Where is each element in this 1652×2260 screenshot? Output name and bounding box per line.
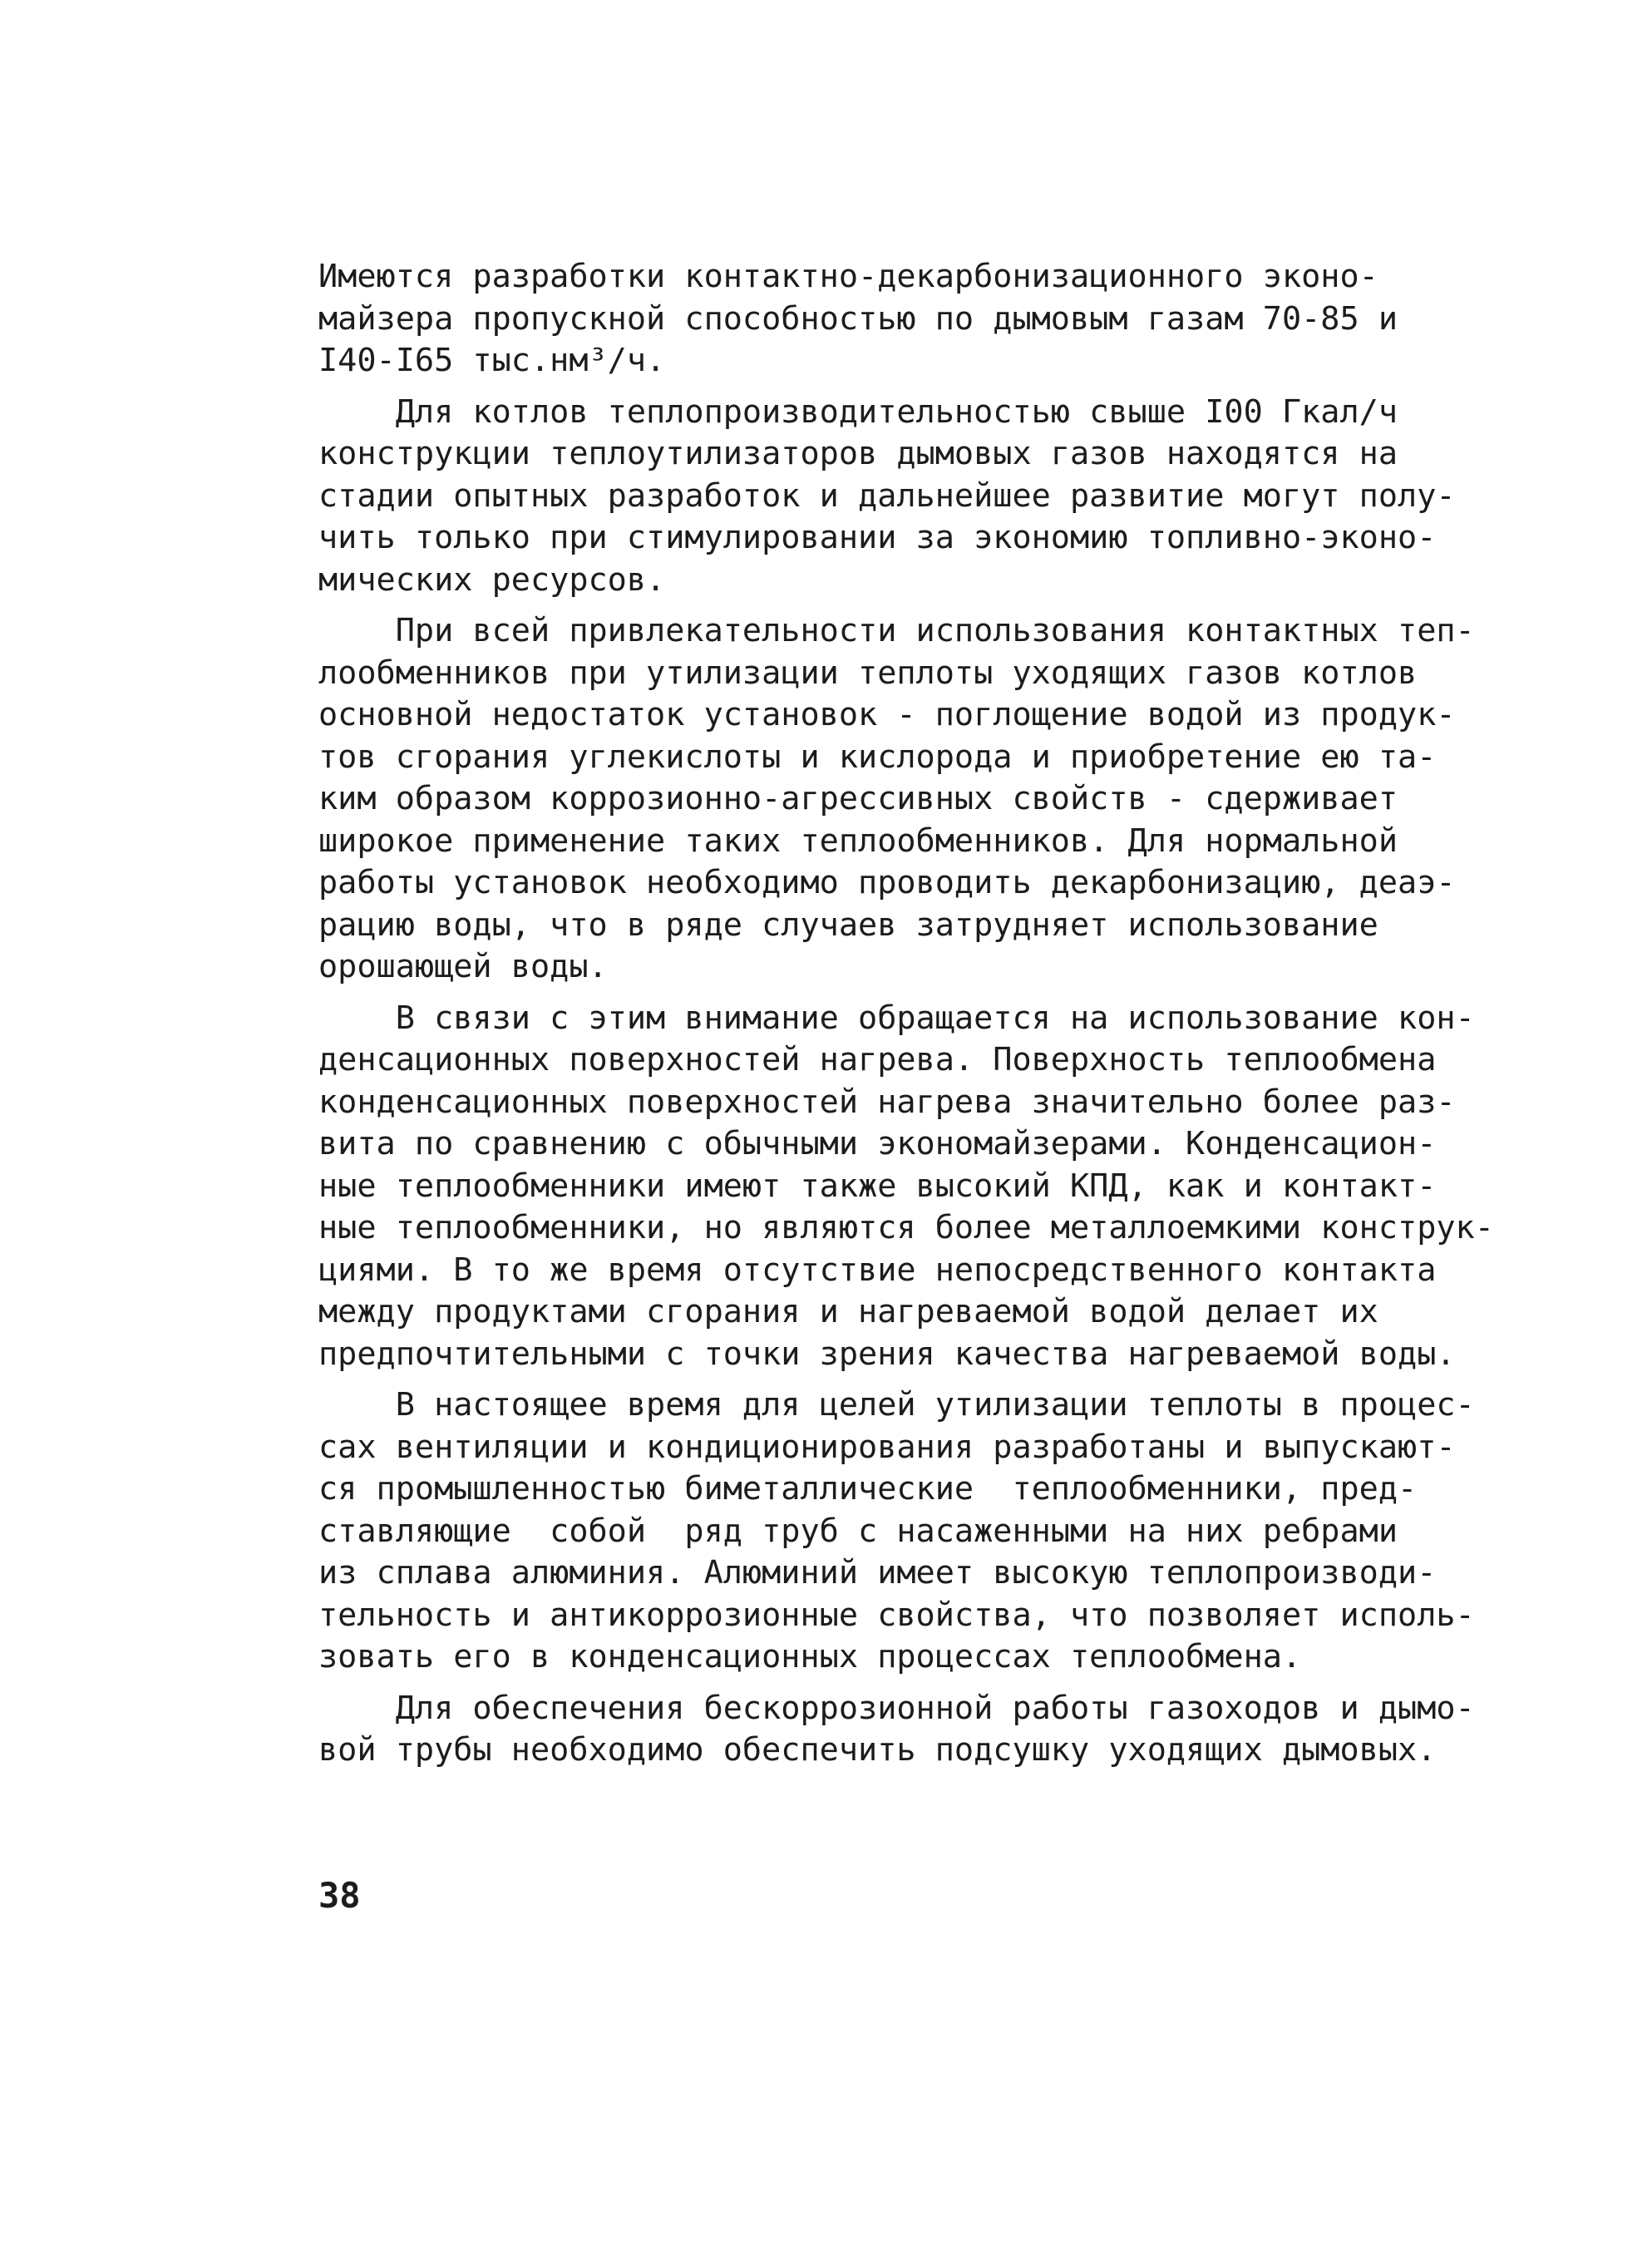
text-line: стадии опытных разработок и дальнейшее развитие могут полу- xyxy=(318,476,1456,515)
paragraph xyxy=(318,1384,1475,1679)
text-line: между продуктами сгорания и нагреваемой водой делает их xyxy=(318,1293,1378,1330)
text-line: циями. В то же время отсутствие непосредственного контакта xyxy=(318,1251,1437,1289)
text-line: ные теплообменники имеют также высокий КПД, как и контакт- xyxy=(318,1167,1437,1205)
text-line: В связи с этим внимание обращается на использование кон- xyxy=(318,999,1475,1037)
text-line: тельность и антикоррозионные свойства, что позволяет исполь- xyxy=(318,1596,1475,1634)
text-line: вита по сравнению с обычными экономайзерами. Конденсацион- xyxy=(318,1125,1437,1162)
text-line: тов сгорания углекислоты и кислорода и приобретение ею та- xyxy=(318,738,1437,776)
text-line: I40-I65 тыс.нм³/ч. xyxy=(318,342,666,379)
text-line: Имеются разработки контактно-декарбонизационного эконо- xyxy=(318,258,1378,295)
text-line: вой трубы необходимо обеспечить подсушку уходящих дымовых. xyxy=(318,1731,1437,1769)
text-line: ные теплообменники, но являются более металлоемкими конструк- xyxy=(318,1209,1494,1246)
text-line: Для обеспечения бескоррозионной работы газоходов и дымо- xyxy=(318,1689,1475,1727)
paragraph xyxy=(318,610,1475,989)
text-line: зовать его в конденсационных процессах теплообмена. xyxy=(318,1638,1302,1675)
text-line: В настоящее время для целей утилизации теплоты в процес- xyxy=(318,1386,1475,1424)
page-number: 38 xyxy=(318,1875,361,1916)
text-line: конденсационных поверхностей нагрева значительно более раз- xyxy=(318,1083,1456,1121)
paragraph xyxy=(318,392,1456,602)
body-text xyxy=(318,256,1494,1772)
text-line: ким образом коррозионно-агрессивных свойств - сдерживает xyxy=(318,780,1398,817)
text-line: мических ресурсов. xyxy=(318,560,666,599)
text-line: орошающей воды. xyxy=(318,948,608,985)
text-line: конструкции теплоутилизаторов дымовых газов находятся на xyxy=(318,435,1398,472)
paragraph xyxy=(318,256,1424,382)
text-line: денсационных поверхностей нагрева. Поверхность теплообмена xyxy=(318,1041,1437,1078)
text-line: майзера пропускной способностью по дымовым газам 70-85 и xyxy=(318,299,1398,338)
text-line: чить только при стимулировании за экономию топливно-эконо- xyxy=(318,519,1437,556)
text-line: рацию воды, что в ряде случаев затрудняет использование xyxy=(318,905,1378,944)
paragraph xyxy=(318,1688,1475,1772)
text-line: лообменников при утилизации теплоты уходящих газов котлов xyxy=(318,654,1418,692)
text-line: Для котлов теплопроизводительностью свыше I00 Гкал/ч xyxy=(318,392,1398,431)
paragraph xyxy=(318,998,1494,1376)
text-line: широкое применение таких теплообменников. Для нормальной xyxy=(318,822,1398,860)
text-line: предпочтительными с точки зрения качества нагреваемой воды. xyxy=(318,1335,1456,1373)
text-line: ся промышленностью биметаллические теплообменники, пред- xyxy=(318,1470,1418,1507)
text-line: работы установок необходимо проводить декарбонизацию, деаэ- xyxy=(318,864,1456,901)
text-line: из сплава алюминия. Алюминий имеет высокую теплопроизводи- xyxy=(318,1554,1437,1591)
text-line: сах вентиляции и кондиционирования разработаны и выпускают- xyxy=(318,1428,1456,1466)
text-line: основной недостаток установок - поглощение водой из продук- xyxy=(318,696,1456,733)
text-line: При всей привлекательности использования контактных теп- xyxy=(318,612,1475,649)
text-line: ставляющие собой ряд труб с насаженными на них ребрами xyxy=(318,1512,1398,1550)
